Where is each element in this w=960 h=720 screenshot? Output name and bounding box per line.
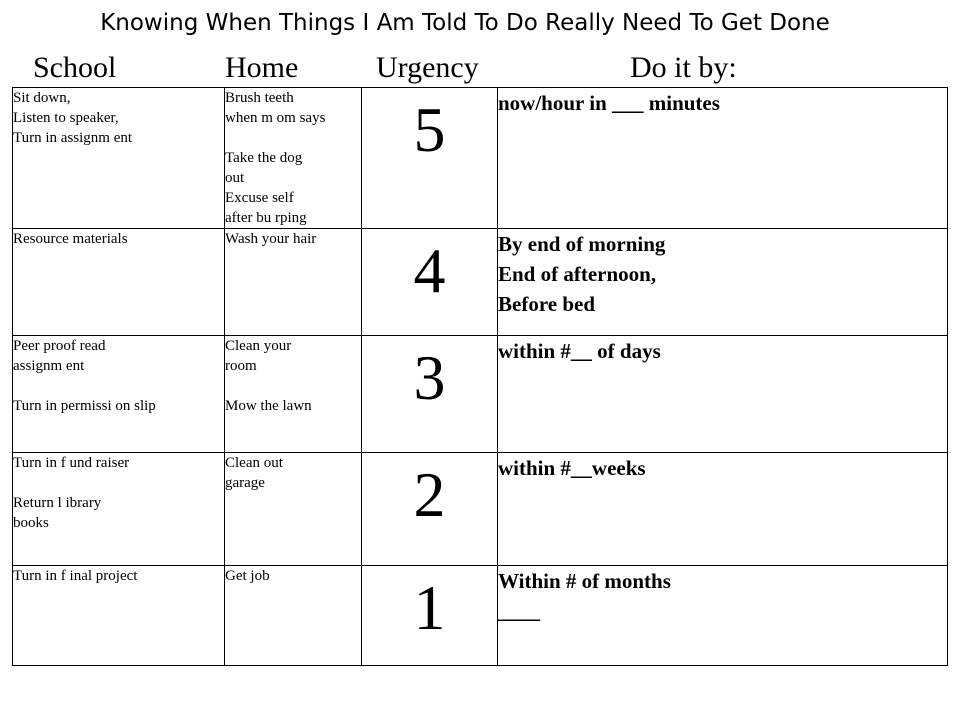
home-cell-line <box>225 376 361 396</box>
home-cell-line: when m om says <box>225 110 326 126</box>
home-cell-line: Take the dog <box>225 150 303 166</box>
school-cell-line: assignm ent <box>13 358 85 374</box>
home-cell-line: out <box>225 170 245 186</box>
table-row <box>13 566 948 666</box>
home-cell-line: after bu rping <box>225 210 307 226</box>
urgency-cell <box>362 229 498 336</box>
home-cell <box>225 566 362 666</box>
column-header-urgency: Urgency <box>376 51 479 84</box>
home-cell-line <box>225 128 361 148</box>
urgency-level: 1 <box>413 572 446 643</box>
school-cell-line: Turn in f und raiser <box>13 455 130 471</box>
school-cell-line: Turn in permissi on slip <box>13 398 156 414</box>
home-cell-line: Get job <box>225 568 270 584</box>
school-cell-line: Turn in f inal project <box>13 568 138 584</box>
home-cell-line: Wash your hair <box>225 231 317 247</box>
do-it-by-cell-line: By end of morning <box>498 232 666 256</box>
school-cell-line: Peer proof read <box>13 338 106 354</box>
page-title: Knowing When Things I Am Told To Do Really Need To Get Done <box>100 10 830 36</box>
urgency-level: 4 <box>413 235 446 306</box>
home-cell <box>225 229 362 336</box>
do-it-by-cell-line: End of afternoon, <box>498 262 657 286</box>
do-it-by-cell-line: within #__weeks <box>498 456 646 480</box>
do-it-by-cell-line: Before bed <box>498 292 596 316</box>
do-it-by-cell <box>498 336 948 453</box>
school-cell-line: Resource materials <box>13 231 128 247</box>
column-header-home: Home <box>225 51 299 84</box>
school-cell <box>13 336 225 453</box>
home-cell-line: Clean your <box>225 338 292 354</box>
do-it-by-cell-line: within #__ of days <box>498 339 661 363</box>
do-it-by-cell-line: now/hour in ___ minutes <box>498 91 720 115</box>
urgency-cell <box>362 453 498 566</box>
school-cell <box>13 453 225 566</box>
home-cell <box>225 88 362 229</box>
home-cell-line: Excuse self <box>225 190 294 206</box>
table-row <box>13 453 948 566</box>
urgency-cell <box>362 88 498 229</box>
table-row <box>13 88 948 229</box>
school-cell-line <box>13 473 224 493</box>
home-cell-line: room <box>225 358 257 374</box>
do-it-by-cell-line: ____ <box>498 599 540 623</box>
school-cell-line: Return l ibrary <box>13 495 102 511</box>
school-cell-line: books <box>13 515 49 531</box>
table-row <box>13 336 948 453</box>
urgency-level: 5 <box>413 94 446 165</box>
column-header-school: School <box>33 51 117 84</box>
urgency-cell <box>362 566 498 666</box>
school-cell-line: Turn in assignm ent <box>13 130 133 146</box>
school-cell <box>13 229 225 336</box>
school-cell-line: Sit down, <box>13 90 71 106</box>
urgency-cell <box>362 336 498 453</box>
do-it-by-cell <box>498 566 948 666</box>
home-cell-line: Mow the lawn <box>225 398 312 414</box>
home-cell <box>225 453 362 566</box>
home-cell-line: garage <box>225 475 265 491</box>
table-row <box>13 229 948 336</box>
school-cell-line <box>13 376 224 396</box>
home-cell-line: Clean out <box>225 455 283 471</box>
school-cell-line: Listen to speaker, <box>13 110 119 126</box>
do-it-by-cell <box>498 453 948 566</box>
school-cell <box>13 566 225 666</box>
do-it-by-cell <box>498 88 948 229</box>
urgency-table <box>12 87 948 666</box>
urgency-level: 3 <box>413 342 446 413</box>
urgency-level: 2 <box>413 459 446 530</box>
home-cell-line: Brush teeth <box>225 90 294 106</box>
home-cell <box>225 336 362 453</box>
do-it-by-cell-line: Within # of months <box>498 569 671 593</box>
school-cell <box>13 88 225 229</box>
do-it-by-cell <box>498 229 948 336</box>
column-header-do-it-by: Do it by: <box>630 51 737 84</box>
